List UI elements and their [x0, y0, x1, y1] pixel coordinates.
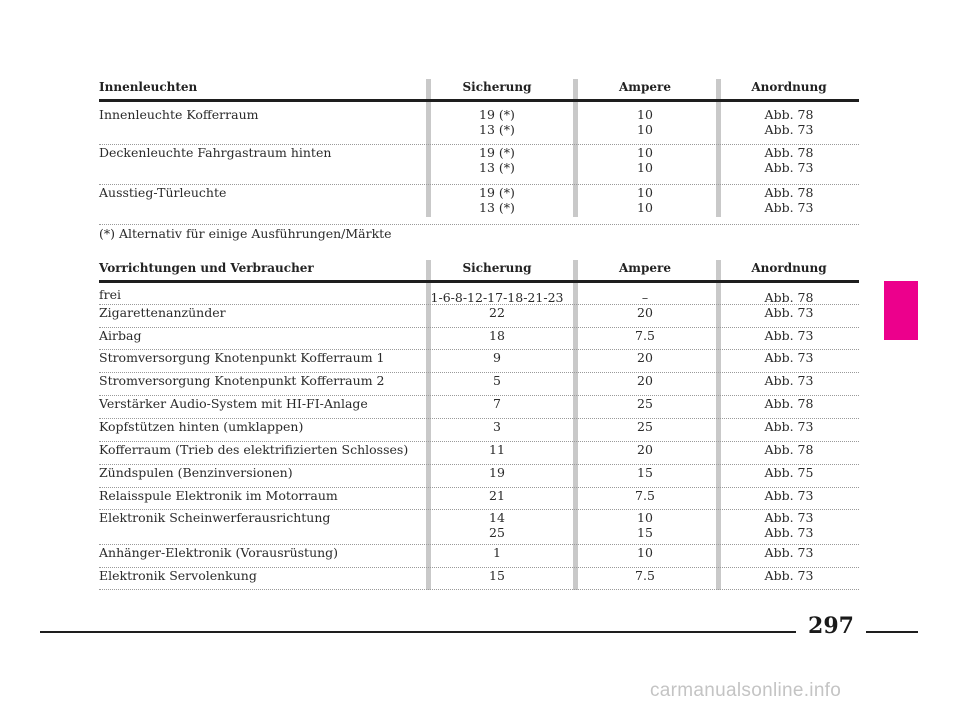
row-ampere: [574, 545, 716, 560]
row-fuse: [421, 350, 573, 365]
table-row: [99, 328, 859, 350]
row-fuse-line: 3: [493, 419, 501, 434]
row-ampere-line: 25: [637, 396, 653, 411]
row-ampere: [574, 442, 716, 457]
row-location-line: Abb. 78: [764, 290, 814, 305]
row-ampere: [574, 350, 716, 365]
row-fuse-line: 7: [493, 396, 501, 411]
row-fuse-line: 25: [489, 525, 505, 540]
table-row: [99, 545, 859, 568]
row-fuse: [421, 442, 573, 457]
table-row: [99, 350, 859, 373]
row-location: [719, 305, 859, 320]
header-ampere: Ampere: [619, 261, 671, 275]
row-location-line: Abb. 73: [764, 510, 814, 525]
row-name: [99, 328, 141, 343]
row-name-line: Kofferraum (Trieb des elektrifizierten Schlosses): [99, 442, 409, 457]
table-row: [99, 488, 859, 510]
row-ampere-line: 10: [637, 200, 653, 215]
table-row: [99, 373, 859, 396]
row-name: [99, 185, 226, 200]
row-ampere: [574, 328, 716, 343]
row-fuse-line: 5: [493, 373, 501, 388]
row-ampere-line: 10: [637, 145, 653, 160]
row-ampere-line: 10: [637, 545, 653, 560]
row-name-line: Deckenleuchte Fahrgastraum hinten: [99, 145, 332, 160]
table-row: [99, 145, 859, 185]
row-fuse-line: 19: [489, 465, 505, 480]
row-location: [719, 488, 859, 503]
row-ampere-line: 20: [637, 305, 653, 320]
row-location-line: Abb. 75: [764, 465, 814, 480]
row-location-line: Abb. 73: [764, 488, 814, 503]
row-location: [719, 545, 859, 560]
header-name: Innenleuchten: [99, 80, 198, 94]
row-location-line: Abb. 73: [764, 122, 814, 137]
row-name-line: Airbag: [99, 328, 142, 343]
row-fuse: [421, 305, 573, 320]
row-name-line: Elektronik Servolenkung: [99, 568, 257, 583]
row-name-line: Kopfstützen hinten (umklappen): [99, 419, 304, 434]
row-fuse-line: 22: [489, 305, 505, 320]
row-fuse-line: 9: [493, 350, 501, 365]
row-location: [719, 145, 859, 175]
row-location-line: Abb. 78: [764, 107, 814, 122]
row-location-line: Abb. 73: [764, 305, 814, 320]
row-location: [719, 419, 859, 434]
table-row: [99, 185, 859, 225]
row-name: [99, 545, 338, 560]
table-row: [99, 419, 859, 442]
row-ampere: [574, 145, 716, 175]
header-location: Anordnung: [751, 80, 827, 94]
header-fuse: Sicherung: [462, 261, 532, 275]
row-fuse-line: 19 (*): [479, 145, 515, 160]
row-name-line: Verstärker Audio-System mit HI-FI-Anlage: [99, 396, 368, 411]
row-ampere-line: 25: [637, 419, 653, 434]
row-location-line: Abb. 78: [764, 145, 814, 160]
row-fuse-line: 1: [493, 545, 501, 560]
footnote: (*) Alternativ für einige Ausführungen/Märkte: [99, 226, 392, 241]
row-name-line: Stromversorgung Knotenpunkt Kofferraum 2: [99, 373, 385, 388]
row-ampere-line: 10: [637, 107, 653, 122]
row-location: [719, 465, 859, 480]
row-name: [99, 350, 384, 365]
row-name: [99, 396, 368, 411]
table-row: [99, 396, 859, 419]
row-ampere: [574, 396, 716, 411]
row-ampere: [574, 465, 716, 480]
row-fuse-line: 14: [489, 510, 505, 525]
row-fuse: [421, 373, 573, 388]
row-name: [99, 373, 384, 388]
row-name-line: Innenleuchte Kofferraum: [99, 107, 259, 122]
watermark: carmanualsonline.info: [650, 680, 842, 701]
row-ampere: [574, 488, 716, 503]
row-fuse-line: 18: [489, 328, 505, 343]
row-fuse: [421, 419, 573, 434]
header-name: Vorrichtungen und Verbraucher: [99, 261, 314, 275]
row-name: [99, 419, 303, 434]
row-ampere: [574, 185, 716, 215]
row-ampere: [574, 510, 716, 540]
row-fuse-line: 11: [489, 442, 505, 457]
row-fuse: [421, 568, 573, 583]
row-ampere: [574, 107, 716, 137]
row-ampere-line: 20: [637, 442, 653, 457]
table-row: [99, 510, 859, 545]
table-row: [99, 107, 859, 145]
row-name-line: Stromversorgung Knotenpunkt Kofferraum 1: [99, 350, 385, 365]
row-location-line: Abb. 73: [764, 525, 814, 540]
row-location: [719, 442, 859, 457]
table-row: [99, 442, 859, 465]
row-location: [719, 107, 859, 137]
row-fuse: [421, 488, 573, 503]
section-tab-marker: [884, 281, 918, 340]
row-fuse: [421, 396, 573, 411]
row-location: [719, 396, 859, 411]
row-location-line: Abb. 73: [764, 545, 814, 560]
row-fuse-line: 21: [489, 488, 505, 503]
row-name-line: Elektronik Scheinwerferausrichtung: [99, 510, 331, 525]
row-ampere-line: 15: [637, 525, 653, 540]
table-2-header-rule: [99, 280, 859, 283]
row-name-line: frei: [99, 287, 121, 302]
row-location-line: Abb. 73: [764, 328, 814, 343]
row-ampere-line: 10: [637, 160, 653, 175]
row-ampere-line: 10: [637, 122, 653, 137]
row-name: [99, 145, 331, 160]
row-fuse-line: 13 (*): [479, 122, 515, 137]
row-ampere-line: 10: [637, 510, 653, 525]
row-location-line: Abb. 73: [764, 350, 814, 365]
row-fuse-line: 1-6-8-12-17-18-21-23: [430, 290, 564, 305]
row-location-line: Abb. 73: [764, 568, 814, 583]
footer-rule-right: [866, 631, 918, 633]
row-fuse: [421, 328, 573, 343]
row-ampere-line: 7.5: [635, 488, 655, 503]
row-name: [99, 465, 293, 480]
row-fuse: [421, 465, 573, 480]
row-location-line: Abb. 78: [764, 396, 814, 411]
row-ampere-line: 15: [637, 465, 653, 480]
row-name: [99, 305, 226, 320]
footer-rule-left: [40, 631, 796, 633]
row-fuse: [421, 107, 573, 137]
row-ampere: [574, 373, 716, 388]
row-location-line: Abb. 73: [764, 419, 814, 434]
row-location-line: Abb. 73: [764, 373, 814, 388]
row-location-line: Abb. 73: [764, 160, 814, 175]
row-location-line: Abb. 78: [764, 185, 814, 200]
row-location: [719, 328, 859, 343]
row-ampere-line: –: [641, 290, 649, 305]
row-ampere-line: 10: [637, 185, 653, 200]
row-name: [99, 442, 408, 457]
row-location: [719, 510, 859, 540]
table-1-header-rule: [99, 99, 859, 102]
row-fuse: [421, 145, 573, 175]
table-row: [99, 568, 859, 590]
row-name: [99, 287, 121, 302]
row-ampere-line: 7.5: [635, 328, 655, 343]
row-ampere-line: 7.5: [635, 568, 655, 583]
table-row: [99, 465, 859, 488]
row-fuse: [421, 510, 573, 540]
table-row: [99, 305, 859, 328]
header-location: Anordnung: [751, 261, 827, 275]
row-ampere-line: 20: [637, 373, 653, 388]
row-ampere: [574, 290, 716, 305]
row-name-line: Ausstieg-Türleuchte: [99, 185, 227, 200]
header-ampere: Ampere: [619, 80, 671, 94]
row-fuse-line: 13 (*): [479, 200, 515, 215]
row-ampere: [574, 305, 716, 320]
row-name-line: Relaisspule Elektronik im Motorraum: [99, 488, 338, 503]
row-fuse: [421, 545, 573, 560]
row-name-line: Zigarettenanzünder: [99, 305, 226, 320]
row-fuse: [421, 185, 573, 215]
row-ampere: [574, 419, 716, 434]
row-name: [99, 510, 330, 525]
row-location: [719, 185, 859, 215]
row-ampere-line: 20: [637, 350, 653, 365]
row-fuse-line: 13 (*): [479, 160, 515, 175]
page-number: 297: [808, 613, 854, 639]
row-name-line: Anhänger-Elektronik (Vorausrüstung): [99, 545, 339, 560]
row-location: [719, 568, 859, 583]
row-fuse-line: 15: [489, 568, 505, 583]
row-name: [99, 568, 257, 583]
row-location: [719, 373, 859, 388]
row-location-line: Abb. 73: [764, 200, 814, 215]
table-row: [99, 287, 859, 305]
row-ampere: [574, 568, 716, 583]
row-location: [719, 290, 859, 305]
row-location-line: Abb. 78: [764, 442, 814, 457]
row-fuse-line: 19 (*): [479, 107, 515, 122]
row-name-line: Zündspulen (Benzinversionen): [99, 465, 293, 480]
row-fuse: [421, 290, 573, 305]
header-fuse: Sicherung: [462, 80, 532, 94]
row-name: [99, 488, 338, 503]
row-location: [719, 350, 859, 365]
row-name: [99, 107, 259, 122]
row-fuse-line: 19 (*): [479, 185, 515, 200]
